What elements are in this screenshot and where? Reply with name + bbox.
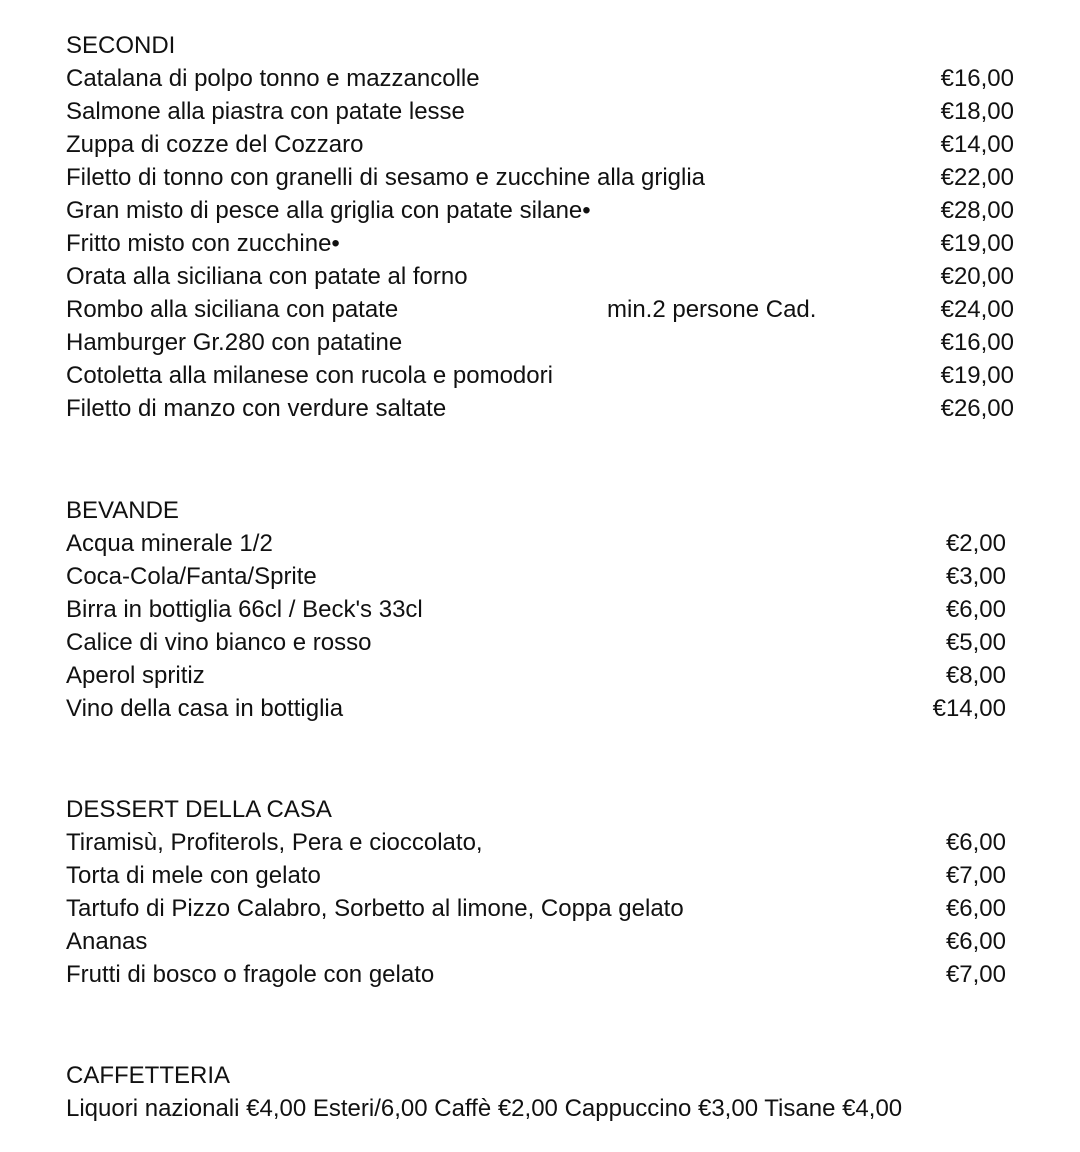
menu-item: [66, 359, 1014, 392]
item-price: €8,00: [945, 662, 1006, 689]
section-caffetteria: [66, 1059, 1014, 1125]
item-price: €16,00: [940, 329, 1014, 356]
item-price: €14,00: [932, 695, 1006, 722]
menu-item: [66, 392, 1014, 425]
item-price: €7,00: [945, 961, 1006, 988]
item-price: €19,00: [940, 362, 1014, 389]
item-price: €18,00: [940, 98, 1014, 125]
item-price: €2,00: [945, 530, 1006, 557]
menu-item: [66, 892, 1014, 925]
section-title-dessert: DESSERT DELLA CASA: [66, 796, 332, 823]
item-price: €26,00: [940, 395, 1014, 422]
caffetteria-line: Liquori nazionali €4,00 Esteri/6,00 Caffè €2,00 Cappuccino €3,00 Tisane €4,00: [66, 1095, 903, 1122]
item-price: €5,00: [945, 629, 1006, 656]
item-price: €6,00: [945, 895, 1006, 922]
section-title-bevande: BEVANDE: [66, 497, 179, 524]
item-name: Filetto di tonno con granelli di sesamo e zucchine alla griglia: [66, 164, 706, 191]
item-price: €22,00: [940, 164, 1014, 191]
item-name: Frutti di bosco o fragole con gelato: [66, 961, 435, 988]
item-name: Ananas: [66, 928, 148, 955]
item-price: €7,00: [945, 862, 1006, 889]
section-title-secondi: SECONDI: [66, 32, 176, 59]
item-name: Hamburger Gr.280 con patatine: [66, 329, 403, 356]
item-name: Acqua minerale 1/2: [66, 530, 273, 557]
menu-item: [66, 194, 1014, 227]
menu-item: [66, 227, 1014, 260]
item-price: €6,00: [945, 928, 1006, 955]
item-name: Coca-Cola/Fanta/Sprite: [66, 563, 317, 590]
item-name: Orata alla siciliana con patate al forno: [66, 263, 468, 290]
item-name: Filetto di manzo con verdure saltate: [66, 395, 447, 422]
item-price: €24,00: [940, 296, 1014, 323]
item-name: Zuppa di cozze del Cozzaro: [66, 131, 364, 158]
menu-item: [66, 260, 1014, 293]
section-dessert: [66, 793, 1014, 991]
menu-item: [66, 161, 1014, 194]
item-price: €19,00: [940, 230, 1014, 257]
item-name: Tiramisù, Profiterols, Pera e cioccolato,: [66, 829, 483, 856]
item-name: Birra in bottiglia 66cl / Beck's 33cl: [66, 596, 423, 623]
item-price: €6,00: [945, 596, 1006, 623]
item-name: Catalana di polpo tonno e mazzancolle: [66, 65, 480, 92]
section-title-caffetteria: CAFFETTERIA: [66, 1062, 231, 1089]
menu-item: [66, 95, 1014, 128]
item-price: €28,00: [940, 197, 1014, 224]
section-bevande: [66, 494, 1014, 725]
item-price: €6,00: [945, 829, 1006, 856]
item-name: Aperol spritiz: [66, 662, 205, 689]
item-name: Salmone alla piastra con patate lesse: [66, 98, 465, 125]
item-name: Gran misto di pesce alla griglia con patate silane•: [66, 197, 591, 224]
menu-item: [66, 626, 1014, 659]
item-name: Vino della casa in bottiglia: [66, 695, 344, 722]
item-name: Rombo alla siciliana con patate: [66, 296, 399, 323]
item-name: Cotoletta alla milanese con rucola e pomodori: [66, 362, 553, 389]
menu-item: [66, 62, 1014, 95]
menu-item: [66, 692, 1014, 725]
item-name: Fritto misto con zucchine•: [66, 230, 340, 257]
menu-item: [66, 659, 1014, 692]
menu-item: [66, 560, 1014, 593]
section-secondi: [66, 29, 1014, 425]
item-price: €16,00: [940, 65, 1014, 92]
menu-item: [66, 326, 1014, 359]
item-name: Calice di vino bianco e rosso: [66, 629, 372, 656]
item-price: €20,00: [940, 263, 1014, 290]
item-price: €14,00: [940, 131, 1014, 158]
item-name: Torta di mele con gelato: [66, 862, 321, 889]
item-price: €3,00: [945, 563, 1006, 590]
menu-item: [66, 593, 1014, 626]
menu-item: [66, 128, 1014, 161]
item-name: Tartufo di Pizzo Calabro, Sorbetto al limone, Coppa gelato: [66, 895, 684, 922]
menu-item: [66, 527, 1014, 560]
menu-item: [66, 958, 1014, 991]
menu-item: [66, 859, 1014, 892]
menu-item: [66, 293, 1014, 326]
menu-item: [66, 826, 1014, 859]
menu-item: [66, 925, 1014, 958]
item-note: min.2 persone Cad.: [607, 296, 817, 323]
